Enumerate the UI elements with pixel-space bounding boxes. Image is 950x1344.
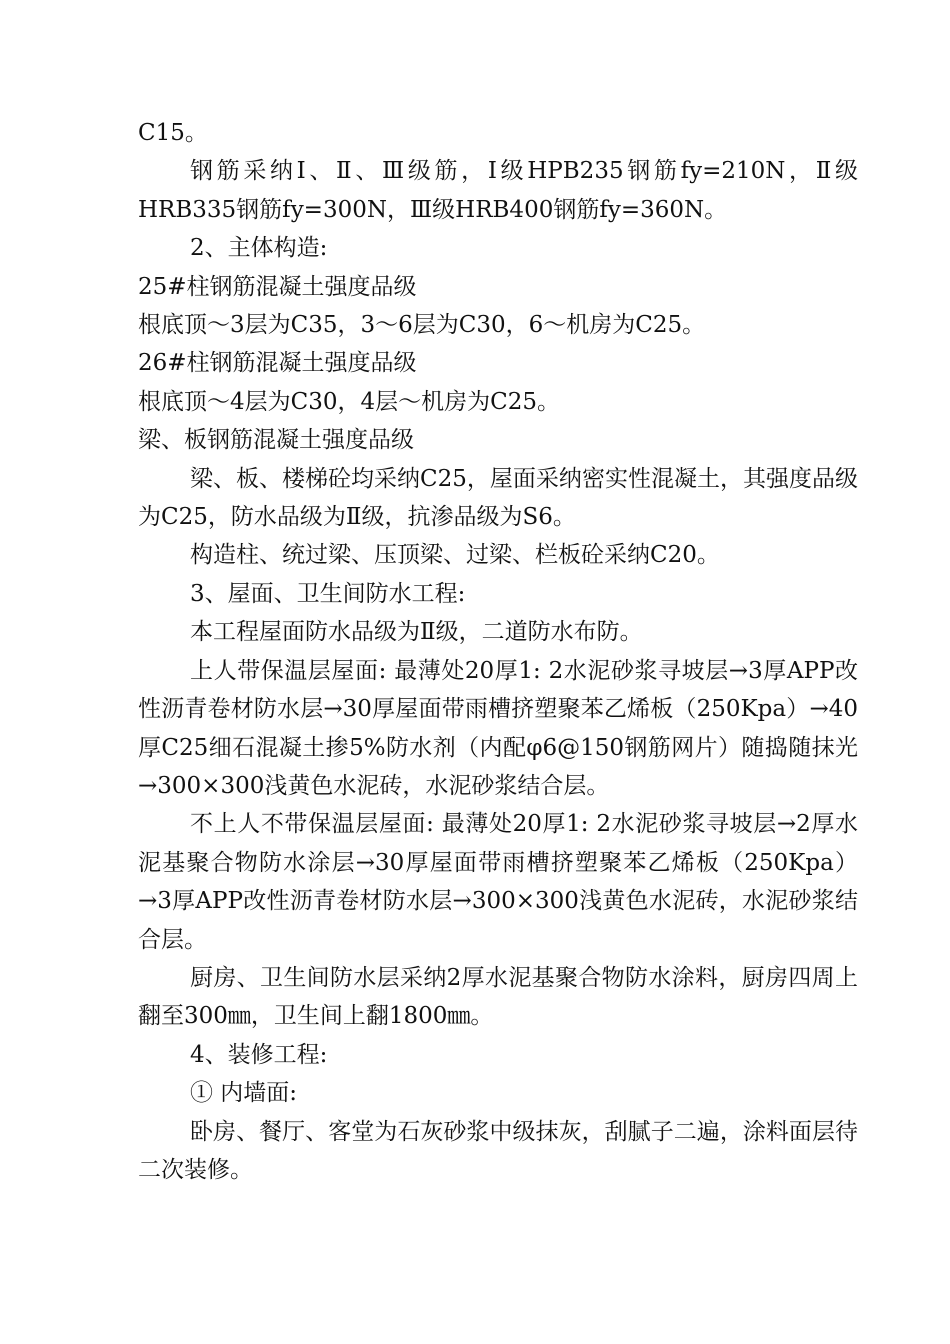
subheading: ① 内墙面: [190, 1080, 298, 1107]
paragraph: 本工程屋面防水品级为Ⅱ级，二道防水布防。 [190, 619, 643, 646]
paragraph: 不上人不带保温层屋面: 最薄处20厚1: 2水泥砂浆寻坡层→2厚水泥基聚合物防水涂层→30厚屋面带雨槽挤塑聚苯乙烯板（250Kpa）→3厚APP改性沥青卷材防水层→300×300浅黄色水泥砖，水泥砂浆结合层。 [138, 811, 858, 953]
document-page [138, 114, 858, 1189]
paragraph: 卧房、餐厅、客堂为石灰砂浆中级抹灰，刮腻子二遍，涂料面层待二次装修。 [138, 1118, 858, 1183]
subheading: 26#柱钢筋混凝土强度品级 [138, 350, 417, 377]
section-heading: 2、主体构造: [190, 235, 328, 262]
paragraph: 厨房、卫生间防水层采纳2厚水泥基聚合物防水涂料，厨房四周上翻至300㎜，卫生间上翻1800㎜。 [138, 964, 858, 1030]
paragraph: C15。 [138, 120, 208, 146]
paragraph: 根底顶～4层为C30，4层～机房为C25。 [138, 388, 560, 415]
paragraph: 梁、板、楼梯砼均采纳C25，屋面采纳密实性混凝土，其强度品级为C25，防水品级为Ⅱ级，抗渗品级为S6。 [138, 465, 858, 531]
paragraph: 构造柱、统过梁、压顶梁、过梁、栏板砼采纳C20。 [190, 542, 720, 569]
section-heading: 3、屋面、卫生间防水工程: [190, 580, 466, 607]
paragraph: 根底顶～3层为C35，3～6层为C30，6～机房为C25。 [138, 312, 706, 339]
section-heading: 4、装修工程: [190, 1041, 328, 1068]
subheading: 梁、板钢筋混凝土强度品级 [138, 427, 414, 454]
paragraph: 上人带保温层屋面: 最薄处20厚1: 2水泥砂浆寻坡层→3厚APP改性沥青卷材防水层→30厚屋面带雨槽挤塑聚苯乙烯板（250Kpa）→40厚C25细石混凝土掺5%防水剂（内配φ6@150钢筋网片）随捣随抹光→300×300浅黄色水泥砖，水泥砂浆结合层。 [138, 657, 858, 799]
subheading: 25#柱钢筋混凝土强度品级 [138, 273, 417, 300]
paragraph: 钢筋采纳Ⅰ、Ⅱ、Ⅲ级筋，Ⅰ级HPB235钢筋fy=210N，Ⅱ级HRB335钢筋fy=300N，Ⅲ级HRB400钢筋fy=360N。 [138, 158, 858, 223]
